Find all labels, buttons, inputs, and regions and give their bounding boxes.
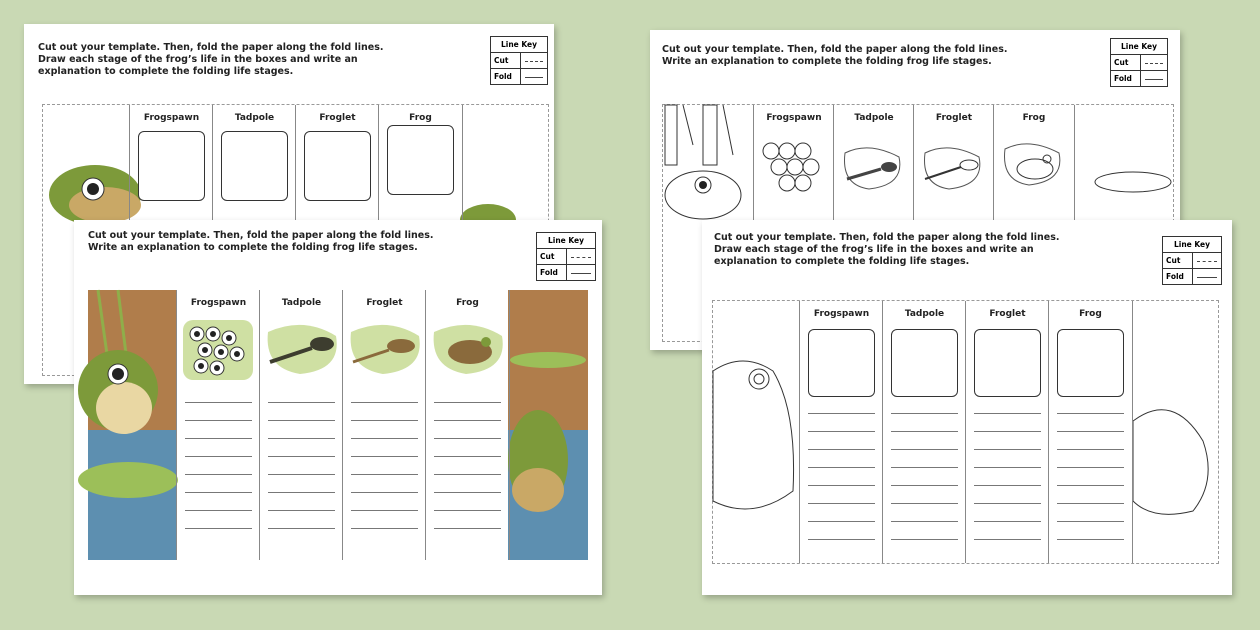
instruction-line: explanation to complete the folding life stages. <box>714 256 970 267</box>
froglet-outline-icon <box>919 145 989 195</box>
line-key-fold: Fold <box>537 265 567 280</box>
stage-title: Frogspawn <box>143 113 200 123</box>
line-key-title: Line Key <box>1163 237 1221 253</box>
stage-panel <box>425 290 510 560</box>
stage-title: Frog <box>1022 113 1046 123</box>
line-key-cut: Cut <box>491 53 521 68</box>
line-key-fold: Fold <box>1111 71 1141 86</box>
frog-outline-icon <box>999 141 1069 191</box>
drawing-box[interactable] <box>304 131 371 201</box>
instruction-line: Cut out your template. Then, fold the paper along the fold lines. <box>714 232 1060 243</box>
tadpole-icon <box>264 322 340 378</box>
instruction-line: Cut out your template. Then, fold the paper along the fold lines. <box>38 42 384 53</box>
line-key-fold: Fold <box>491 69 521 84</box>
stage-title: Froglet <box>935 113 973 123</box>
stage-title: Frog <box>409 113 432 123</box>
lily-pad-outline <box>1093 167 1173 197</box>
drawing-box[interactable] <box>808 329 875 397</box>
stage-panel <box>882 301 966 563</box>
froglet-icon <box>347 322 423 378</box>
stage-panel <box>799 301 883 563</box>
frogspawn-outline-icon <box>759 139 829 199</box>
line-key <box>536 232 596 281</box>
drawing-box[interactable] <box>221 131 288 201</box>
frogspawn-icon <box>183 320 253 380</box>
worksheet-draw-bw <box>702 220 1232 595</box>
line-key-title: Line Key <box>537 233 595 249</box>
instructions <box>38 42 383 78</box>
frog-icon <box>430 322 506 378</box>
instructions <box>714 232 1059 268</box>
stage-title: Frogspawn <box>190 298 247 308</box>
line-key-fold: Fold <box>1163 269 1193 284</box>
line-key <box>1110 38 1168 87</box>
line-key-title: Line Key <box>491 37 547 53</box>
instruction-line: Write an explanation to complete the folding frog life stages. <box>88 242 418 253</box>
drawing-box[interactable] <box>138 131 205 201</box>
stage-panel <box>1048 301 1133 563</box>
fold-template <box>712 300 1219 564</box>
instruction-line: Write an explanation to complete the folding frog life stages. <box>662 56 992 67</box>
drawing-box[interactable] <box>974 329 1041 397</box>
drawing-box[interactable] <box>1057 329 1124 397</box>
stage-title: Tadpole <box>281 298 322 308</box>
stage-panel <box>342 290 426 560</box>
pond-scene-left <box>88 290 176 560</box>
frog-outline-illustration <box>713 351 803 551</box>
line-key-cut: Cut <box>537 249 567 264</box>
drawing-box[interactable] <box>387 125 454 195</box>
pond-scene-right <box>508 290 588 560</box>
instruction-line: Draw each stage of the frog’s life in the boxes and write an <box>714 244 1034 255</box>
instruction-line: Draw each stage of the frog’s life in the boxes and write an <box>38 54 358 65</box>
stage-title: Frogspawn <box>813 309 870 319</box>
stage-title: Frog <box>1079 309 1102 319</box>
tadpole-outline-icon <box>839 145 909 195</box>
stage-panel <box>965 301 1049 563</box>
instruction-line: Cut out your template. Then, fold the paper along the fold lines. <box>662 44 1008 55</box>
stage-title: Tadpole <box>854 113 894 123</box>
fold-template <box>88 290 588 560</box>
instruction-line: Cut out your template. Then, fold the paper along the fold lines. <box>88 230 434 241</box>
line-key <box>1162 236 1222 285</box>
instruction-line: explanation to complete the folding life stages. <box>38 66 294 77</box>
frog-leg-outline-illustration <box>1133 401 1218 521</box>
drawing-box[interactable] <box>891 329 958 397</box>
line-key-cut: Cut <box>1111 55 1141 70</box>
stage-panel <box>176 290 260 560</box>
stage-title: Frog <box>456 298 479 308</box>
stage-title: Frogspawn <box>766 113 822 123</box>
instructions <box>88 230 433 254</box>
line-key-title: Line Key <box>1111 39 1167 55</box>
stage-title: Froglet <box>989 309 1026 319</box>
line-key-cut: Cut <box>1163 253 1193 268</box>
stage-title: Tadpole <box>234 113 275 123</box>
stage-panel <box>259 290 343 560</box>
worksheet-colour <box>74 220 602 595</box>
instructions <box>662 44 1007 68</box>
line-key <box>490 36 548 85</box>
stage-title: Froglet <box>366 298 403 308</box>
stage-title: Froglet <box>319 113 356 123</box>
stage-title: Tadpole <box>904 309 945 319</box>
